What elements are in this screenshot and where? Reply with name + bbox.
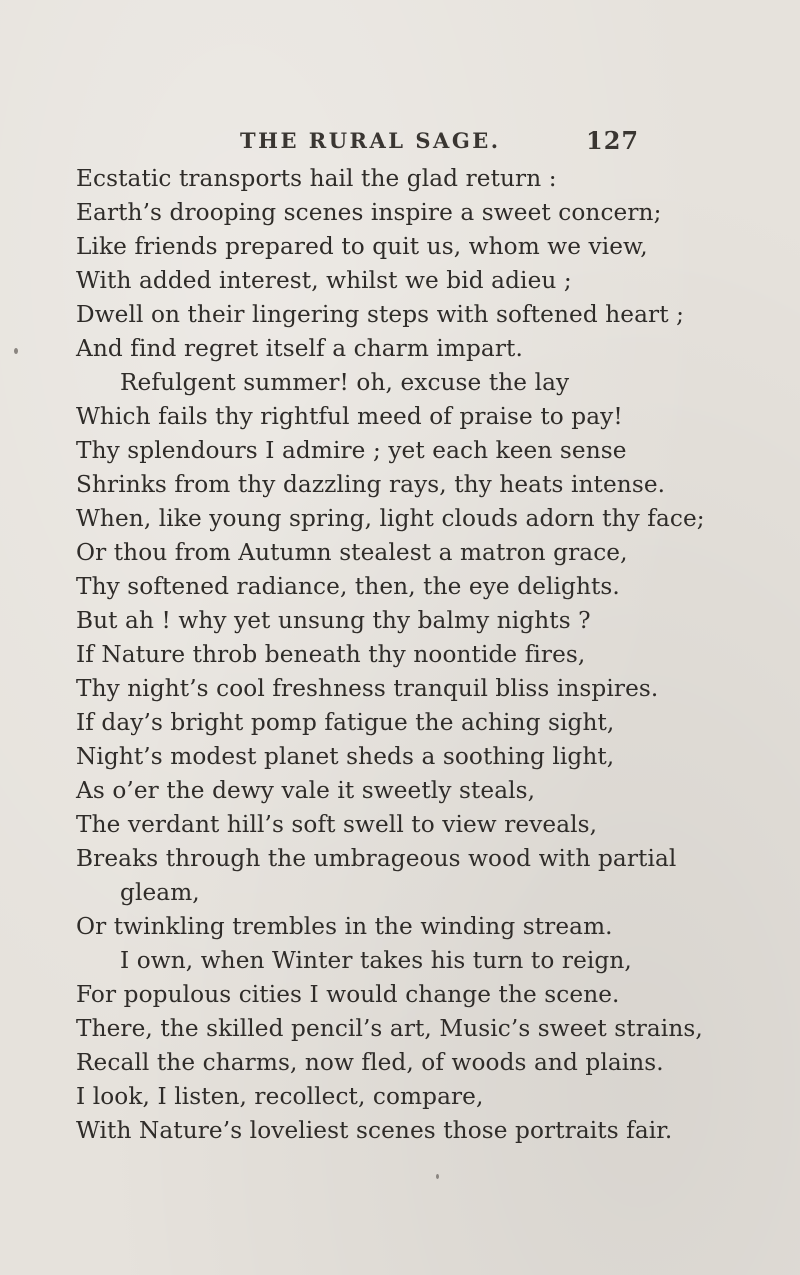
- poem-line: Recall the charms, now fled, of woods and plains.: [76, 1049, 664, 1076]
- poem-line: With added interest, whilst we bid adieu ;: [76, 267, 572, 294]
- poem-line: If day’s bright pomp fatigue the aching sight,: [76, 709, 615, 736]
- poem-line: gleam,: [120, 879, 200, 906]
- poem-line: The verdant hill’s soft swell to view reveals,: [76, 811, 598, 838]
- poem-line: Refulgent summer! oh, excuse the lay: [120, 369, 570, 396]
- poem-line: Earth’s drooping scenes inspire a sweet concern;: [76, 199, 662, 226]
- poem-line: Ecstatic transports hail the glad return :: [76, 165, 557, 192]
- poem-line: For populous cities I would change the scene.: [76, 981, 620, 1008]
- poem-line: Or twinkling trembles in the winding stream.: [76, 913, 613, 940]
- poem-line: Thy night’s cool freshness tranquil bliss inspires.: [76, 675, 659, 702]
- running-title: THE RURAL SAGE.: [240, 128, 501, 153]
- poem-line: Shrinks from thy dazzling rays, thy heats intense.: [76, 471, 666, 498]
- running-head: [240, 128, 640, 162]
- poem-line: But ah ! why yet unsung thy balmy nights ?: [76, 607, 591, 634]
- poem-line: Thy splendours I admire ; yet each keen sense: [76, 437, 627, 464]
- poem-line: Thy softened radiance, then, the eye delights.: [76, 573, 620, 600]
- poem-line: As o’er the dewy vale it sweetly steals,: [76, 777, 536, 804]
- paper-blemish: [436, 1174, 439, 1179]
- page-number: 127: [586, 126, 640, 155]
- poem-line: Like friends prepared to quit us, whom we view,: [76, 233, 648, 260]
- poem-line: Which fails thy rightful meed of praise to pay!: [76, 403, 623, 430]
- poem-line: With Nature’s loveliest scenes those portraits fair.: [76, 1117, 673, 1144]
- poem-line: If Nature throb beneath thy noontide fires,: [76, 641, 586, 668]
- poem-line: And find regret itself a charm impart.: [76, 335, 523, 362]
- poem-line: Dwell on their lingering steps with softened heart ;: [76, 301, 685, 328]
- paper-blemish: [14, 348, 18, 354]
- poem-line: I own, when Winter takes his turn to reign,: [120, 947, 632, 974]
- poem-line: Or thou from Autumn stealest a matron grace,: [76, 539, 628, 566]
- poem-line: There, the skilled pencil’s art, Music’s sweet strains,: [76, 1015, 703, 1042]
- poem-line: When, like young spring, light clouds adorn thy face;: [76, 505, 705, 532]
- poem-line: Night’s modest planet sheds a soothing light,: [76, 743, 615, 770]
- poem-line: I look, I listen, recollect, compare,: [76, 1083, 484, 1110]
- poem-line: Breaks through the umbrageous wood with partial: [76, 845, 677, 872]
